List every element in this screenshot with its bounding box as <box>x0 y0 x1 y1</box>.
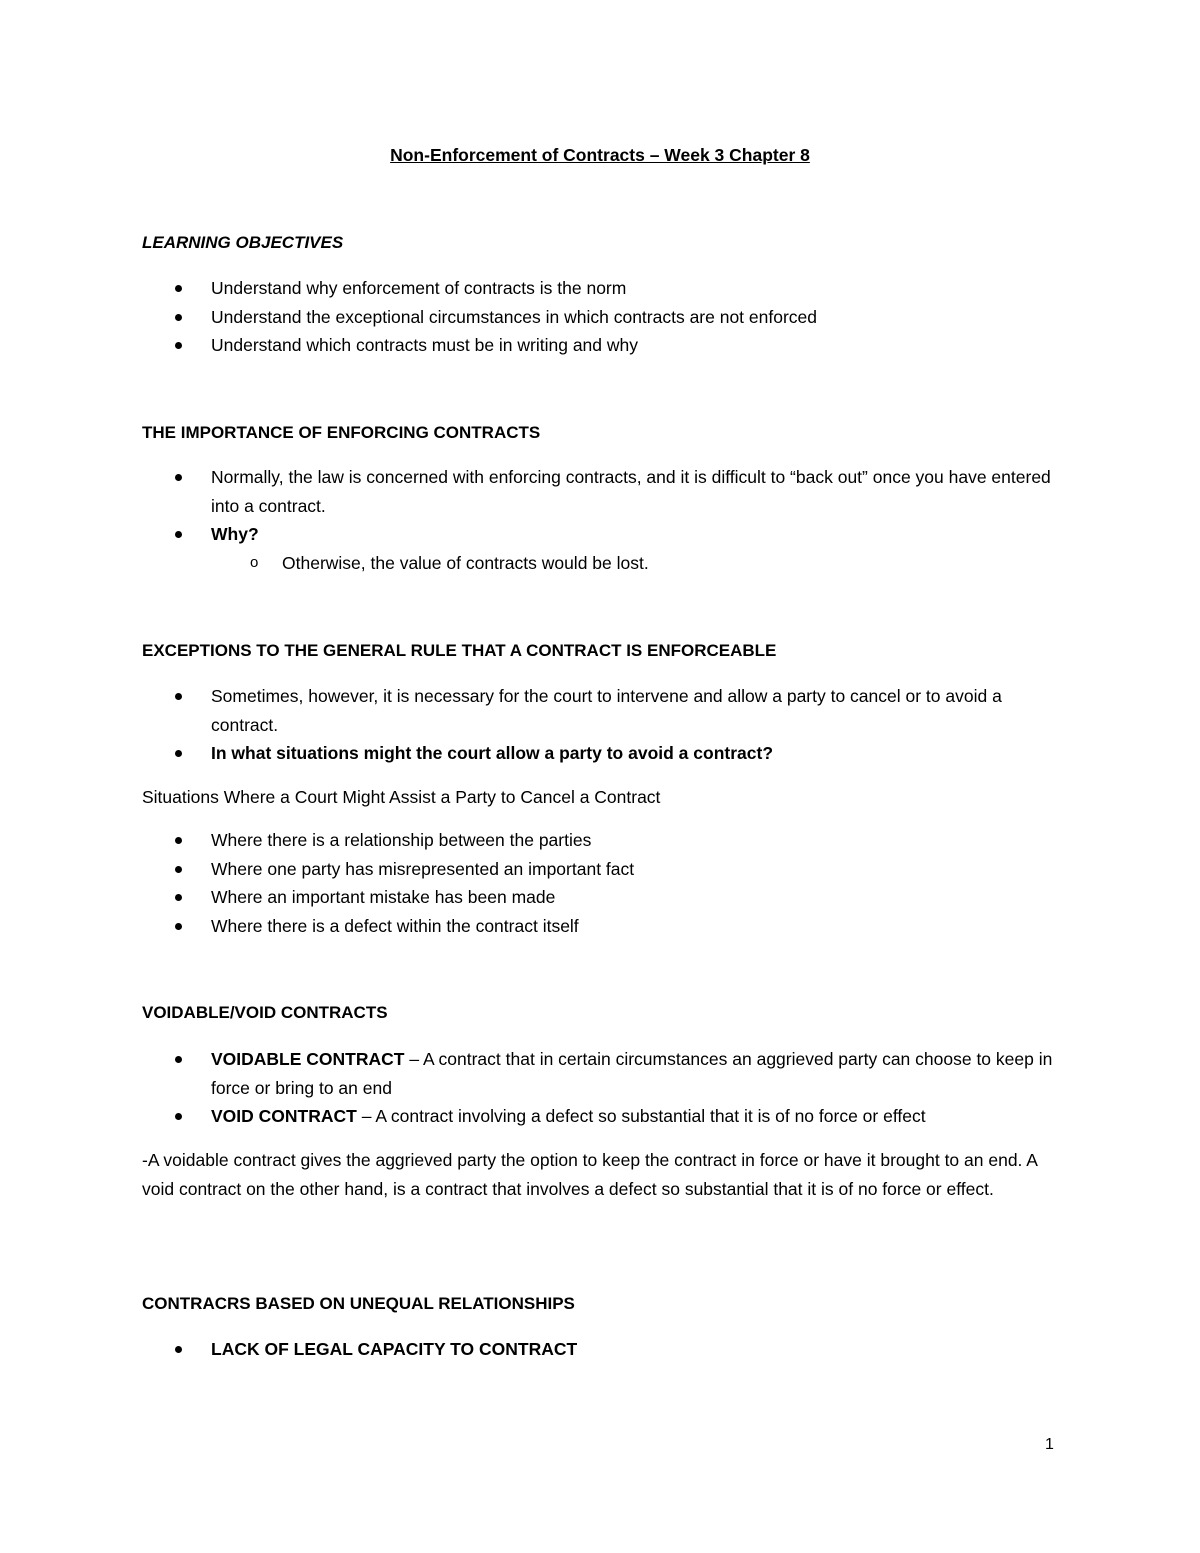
bullet-icon <box>175 1346 182 1353</box>
list-item <box>142 912 1062 941</box>
learning-objectives-heading: LEARNING OBJECTIVES <box>142 233 344 252</box>
document-title: Non-Enforcement of Contracts – Week 3 Chapter 8 <box>390 145 810 165</box>
bullet-icon <box>175 923 182 930</box>
list-item <box>142 682 1062 739</box>
page-number: 1 <box>1045 1436 1054 1453</box>
bullet-icon <box>175 837 182 844</box>
list-item <box>142 274 1062 303</box>
bullet-icon <box>175 750 182 757</box>
list-item-text: Sometimes, however, it is necessary for the court to intervene and allow a party to cancel or to avoid a contract. <box>211 686 1002 735</box>
list-item <box>142 883 1062 912</box>
unequal-list <box>142 1335 1062 1364</box>
situations-label: Situations Where a Court Might Assist a Party to Cancel a Contract <box>142 787 661 807</box>
bullet-icon <box>175 285 182 292</box>
list-item <box>142 1335 1062 1364</box>
list-item-text: Why? <box>211 524 259 544</box>
list-item-text: Where there is a relationship between the parties <box>211 830 592 850</box>
list-item <box>142 826 1062 855</box>
situations-list <box>142 826 1062 940</box>
list-item-text: Understand why enforcement of contracts is the norm <box>211 278 627 298</box>
voidable-heading: VOIDABLE/VOID CONTRACTS <box>142 1003 388 1022</box>
list-item-text: In what situations might the court allow a party to avoid a contract? <box>211 743 774 763</box>
voidable-list <box>142 1045 1062 1131</box>
bullet-icon <box>175 314 182 321</box>
sub-list-item <box>142 549 1062 578</box>
exceptions-heading: EXCEPTIONS TO THE GENERAL RULE THAT A CONTRACT IS ENFORCEABLE <box>142 641 777 660</box>
bullet-icon <box>175 342 182 349</box>
importance-list <box>142 463 1062 577</box>
list-item-text: Understand which contracts must be in writing and why <box>211 335 639 355</box>
list-item <box>142 303 1062 332</box>
list-item <box>142 1102 1062 1131</box>
bullet-icon <box>175 1056 182 1063</box>
list-item-text: Where one party has misrepresented an important fact <box>211 858 635 879</box>
list-item-text: Where an important mistake has been made <box>211 887 556 907</box>
void-term: VOID CONTRACT <box>211 1106 357 1126</box>
importance-heading: THE IMPORTANCE OF ENFORCING CONTRACTS <box>142 423 541 442</box>
bullet-icon <box>175 866 182 873</box>
list-item-text: Where there is a defect within the contract itself <box>211 915 579 936</box>
voidable-term: VOIDABLE CONTRACT <box>211 1049 405 1069</box>
list-item <box>142 520 1062 549</box>
list-item <box>142 1045 1062 1102</box>
bullet-icon <box>175 1113 182 1120</box>
list-item <box>142 739 1062 768</box>
void-definition: – A contract involving a defect so substantial that it is of no force or effect <box>356 1106 926 1126</box>
list-item <box>142 331 1062 360</box>
list-item-text: Otherwise, the value of contracts would be lost. <box>282 552 649 573</box>
circle-bullet-icon: o <box>250 553 259 571</box>
bullet-icon <box>175 531 182 538</box>
list-item-text: LACK OF LEGAL CAPACITY TO CONTRACT <box>211 1339 578 1359</box>
unequal-relationships-heading: CONTRACRS BASED ON UNEQUAL RELATIONSHIPS <box>142 1294 575 1313</box>
bullet-icon <box>175 693 182 700</box>
exceptions-list <box>142 682 1062 768</box>
bullet-icon <box>175 894 182 901</box>
list-item <box>142 855 1062 884</box>
list-item <box>142 463 1062 520</box>
learning-objectives-list <box>142 274 1062 360</box>
list-item-text: Normally, the law is concerned with enforcing contracts, and it is difficult to “back out” once you have entered into a contract. <box>211 467 1051 516</box>
list-item-text: Understand the exceptional circumstances in which contracts are not enforced <box>211 306 818 327</box>
bullet-icon <box>175 474 182 481</box>
voidable-definition: – A contract that in certain circumstances an aggrieved party can choose to keep in force or bring to an end <box>211 1049 1053 1098</box>
voidable-paragraph: -A voidable contract gives the aggrieved party the option to keep the contract in force or have it brought to an end. A void contract on the other hand, is a contract that involves a defect so substantial that it is of no force or effect. <box>142 1150 1038 1199</box>
